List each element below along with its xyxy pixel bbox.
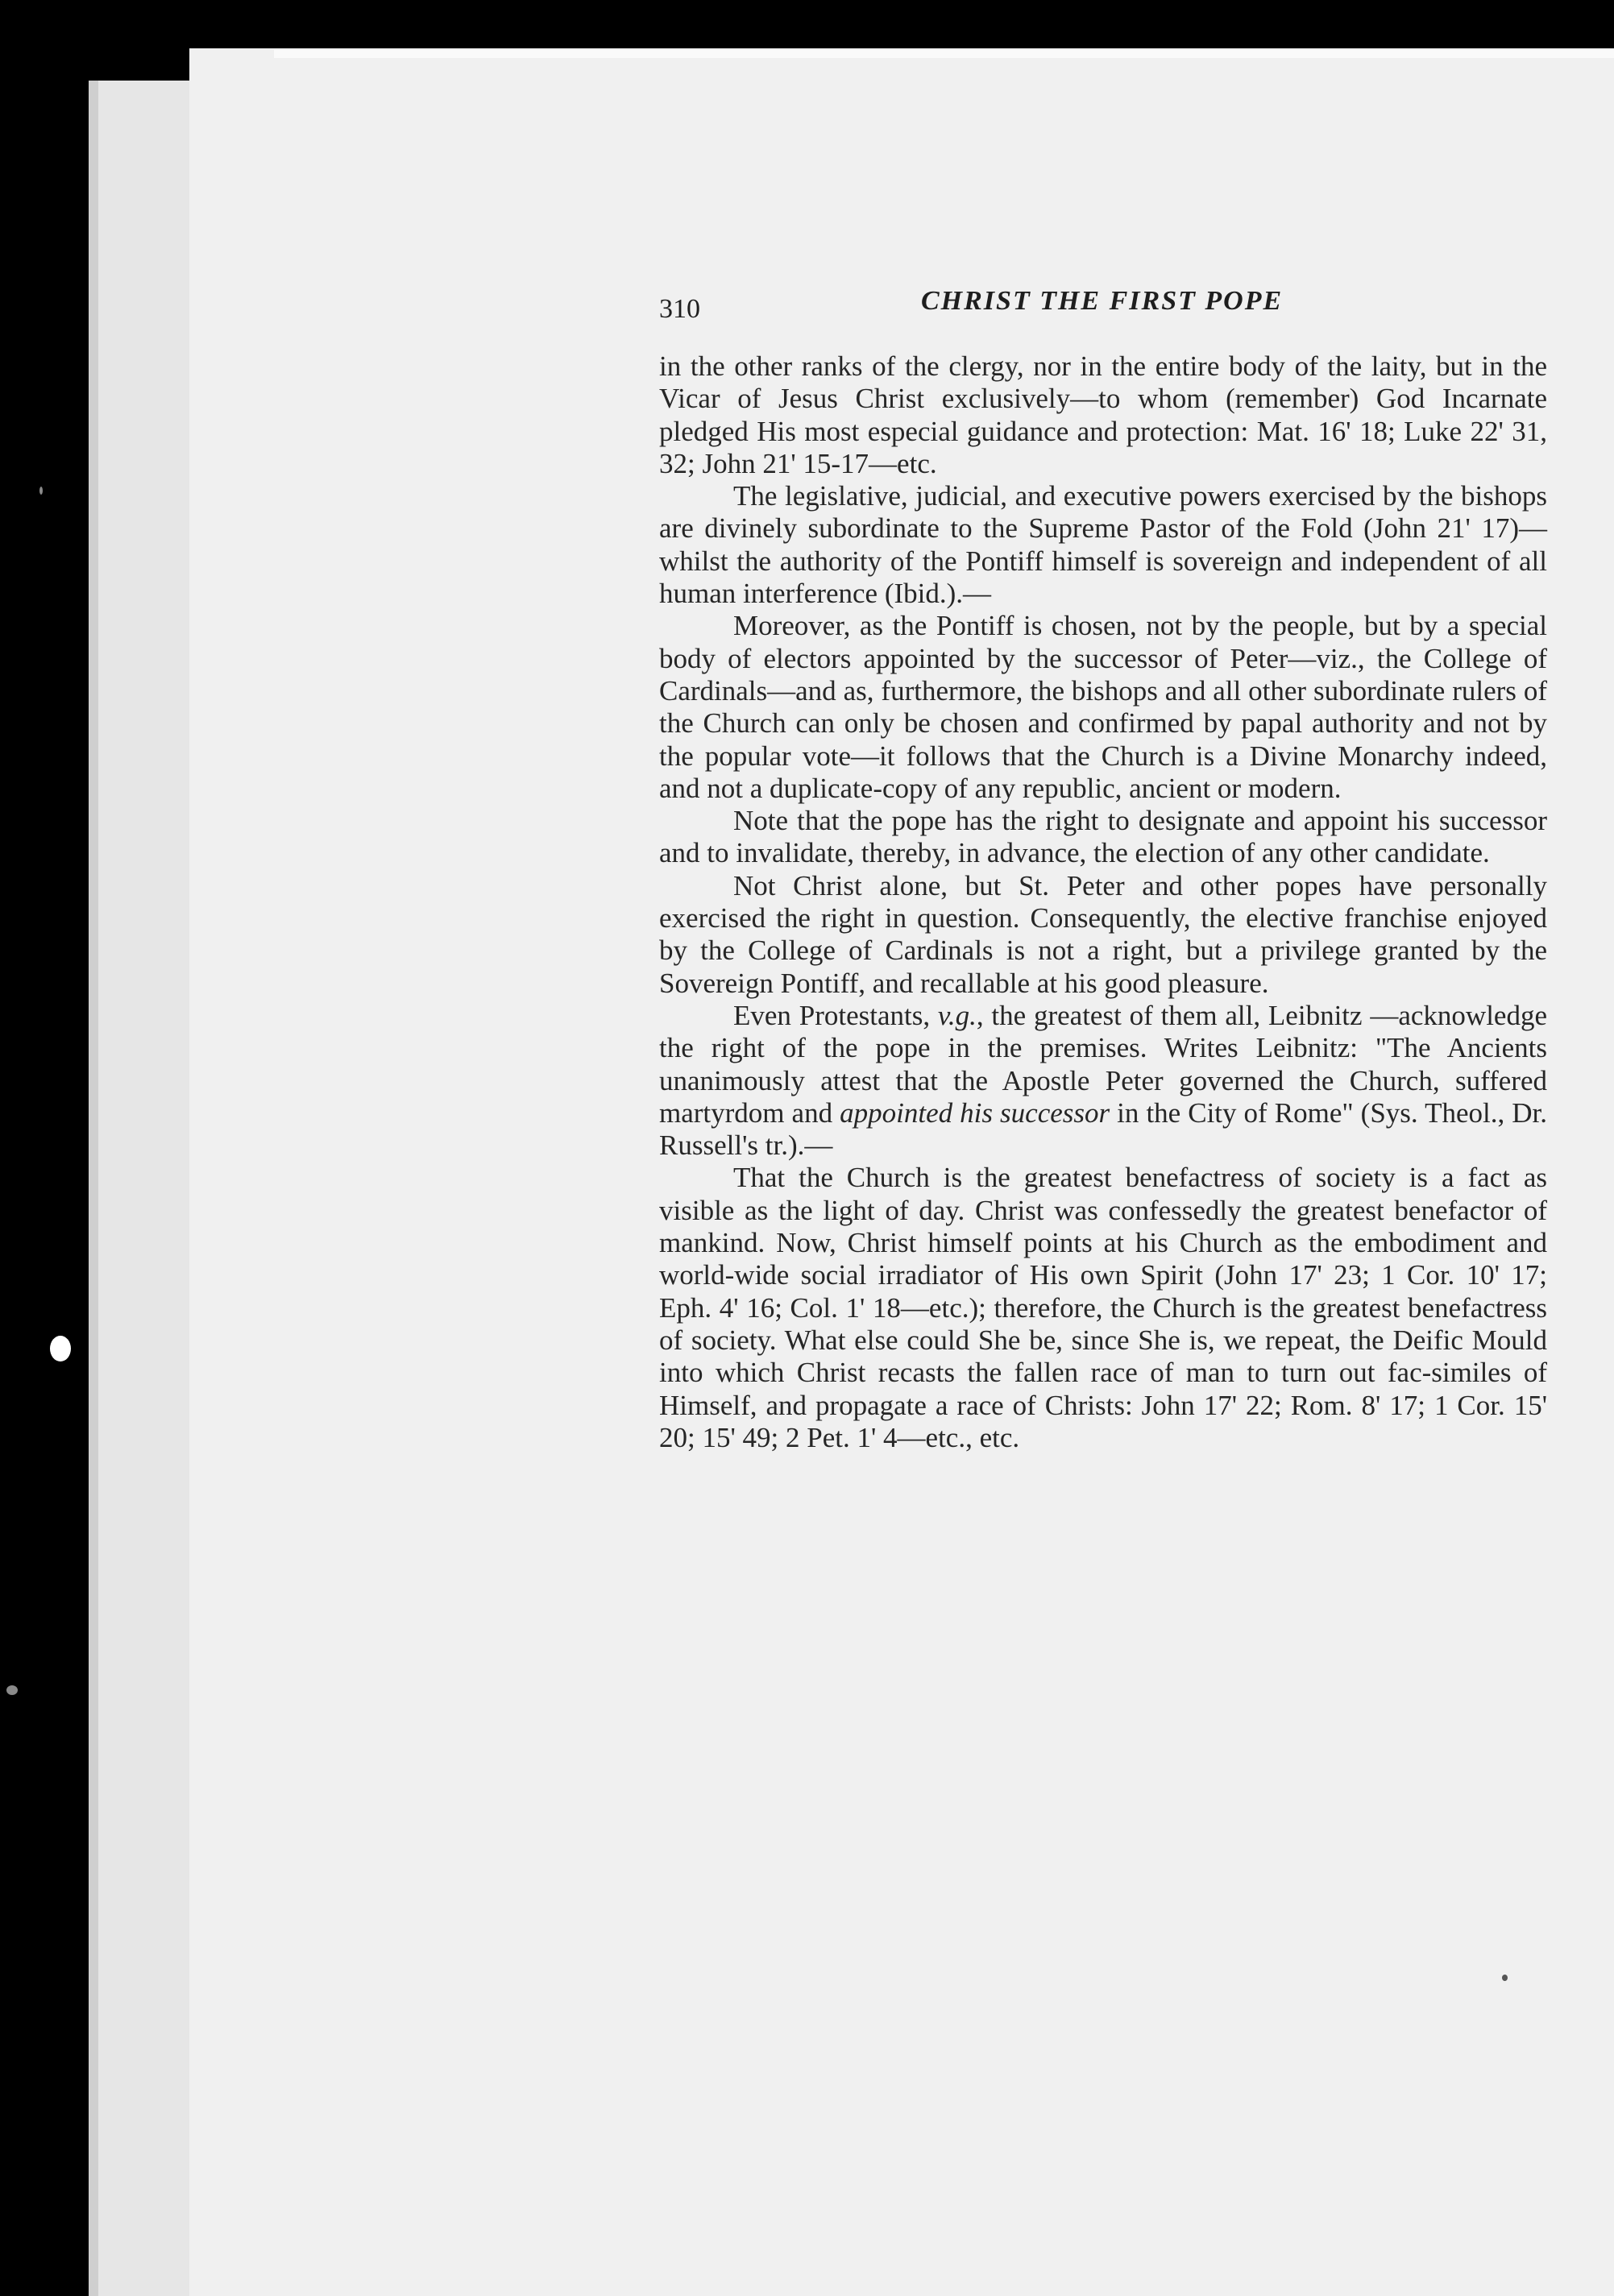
scan-speck — [50, 1336, 71, 1361]
page-number: 310 — [659, 294, 700, 324]
paragraph: in the other ranks of the clergy, nor in the entire body of the laity, but in the Vicar of Jesus Christ exclusively—to whom (remember) God Incarnate pledged His most especial guidance and protection: Mat. 16' 18; Luke 22' 31, 32; John 21' 15-17—etc. — [659, 350, 1547, 479]
body-text — [659, 350, 1547, 1454]
paragraph: The legislative, judicial, and executive powers exercised by the bishops are divinely subordinate to the Supreme Pastor of the Fold (John 21' 17)—whilst the authority of the Pontiff himself is sovereign and independent of all human interference (Ibid.).— — [659, 480, 1547, 610]
paragraph: Note that the pope has the right to designate and appoint his successor and to invalidate, thereby, in advance, the election of any other candidate. — [659, 805, 1547, 869]
scan-mark — [1502, 1975, 1508, 1981]
italic-text: v.g. — [937, 999, 977, 1031]
paragraph — [659, 1000, 1547, 1162]
scan-mark — [39, 487, 43, 495]
italic-text: appointed his successor — [840, 1096, 1110, 1129]
paragraph: That the Church is the greatest benefactress of society is a fact as visible as the light of day. Christ was confessedly the greatest benefactor of mankind. Now, Christ himself points at his Church as the embodiment and world-wide social irradiator of His own Spirit (John 17' 23; 1 Cor. 10' 17; Eph. 4' 16; Col. 1' 18—etc.); therefore, the Church is the greatest benefactress of society. What else could She be, since She is, we repeat, the Deific Mould into which Christ recasts the fallen race of man to turn out fac-similes of Himself, and propagate a race of Christs: John 17' 22; Rom. 8' 17; 1 Cor. 15' 20; 15' 49; 2 Pet. 1' 4—etc., etc. — [659, 1162, 1547, 1453]
page-top-edge — [274, 50, 1614, 58]
paragraph: Moreover, as the Pontiff is chosen, not by the people, but by a special body of electors appointed by the successor of Peter—viz., the College of Cardinals—and as, furthermore, the bishops and all other subordinate rulers of the Church can only be chosen and confirmed by papal authority and not by the popular vote—it follows that the Church is a Divine Monarchy indeed, and not a duplicate-copy of any republic, ancient or modern. — [659, 610, 1547, 804]
page-header — [659, 286, 1547, 334]
paragraph-text: , the greatest of them all, Leibnitz —acknowledge the right of the pope in the premises. Writes Leibnitz: "The Ancients unanimously attest that the Apostle Peter governed the Church, suffered martyrdom and — [659, 999, 1547, 1129]
running-title: CHRIST THE FIRST POPE — [921, 286, 1284, 316]
back-sheet-edge — [89, 81, 98, 2296]
scan-mark — [6, 1685, 18, 1695]
paragraph: Not Christ alone, but St. Peter and other popes have personally exercised the right in question. Consequently, the elective franchise enjoyed by the College of Cardinals is not a right, but a privilege granted by the Sovereign Pontiff, and recallable at his good pleasure. — [659, 869, 1547, 999]
paragraph-text: Even Protestants, — [733, 999, 938, 1031]
paragraph-text: in the City of Rome" (Sys. Theol., Dr. Russell's tr.).— — [659, 1096, 1548, 1162]
